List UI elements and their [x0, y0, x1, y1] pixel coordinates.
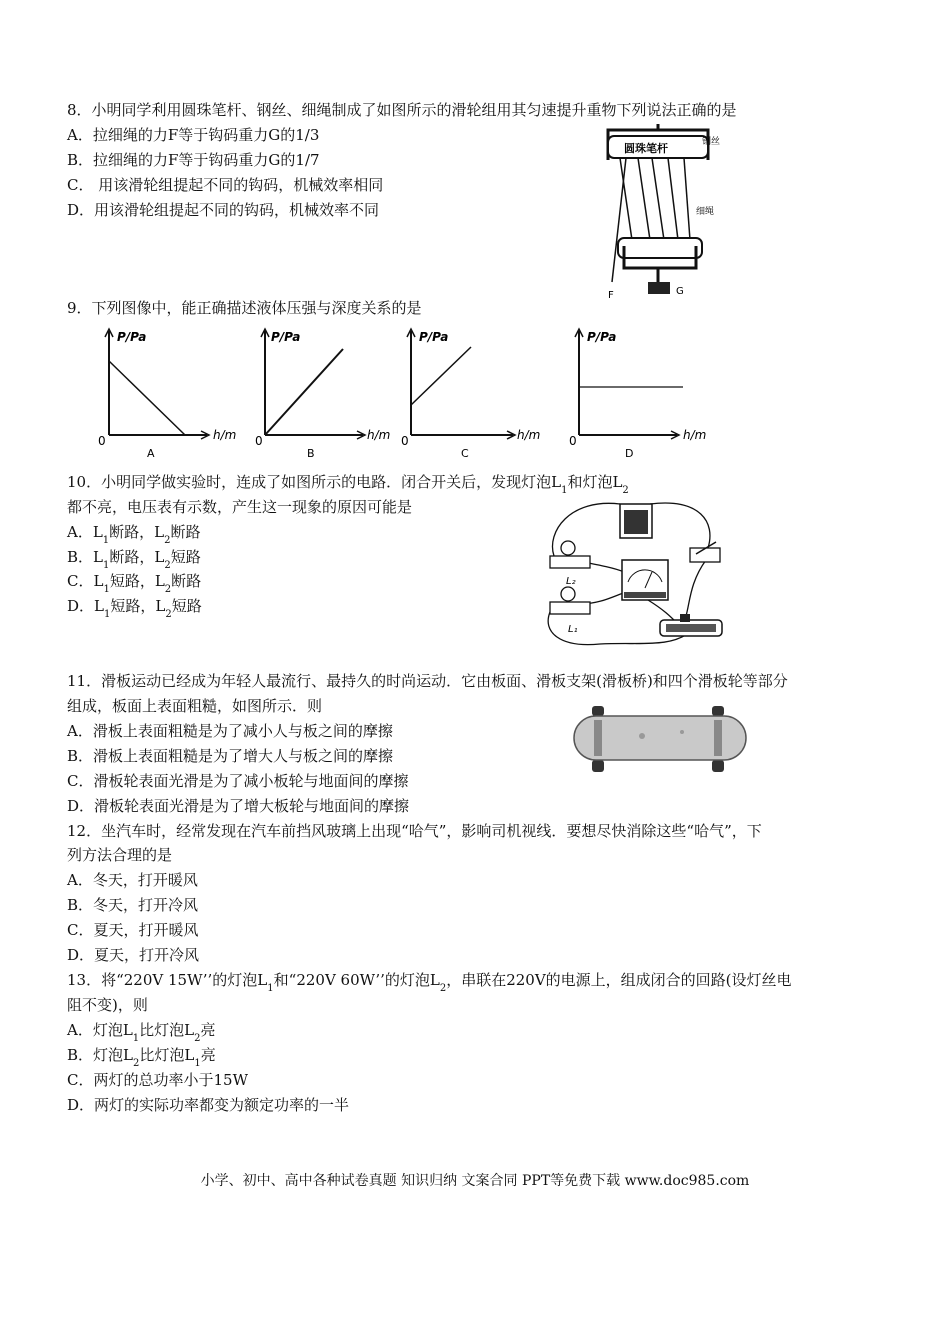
q12-option-b: B．冬天，打开冷风: [67, 896, 199, 914]
q12-option-c: C．夏天，打开暖风: [67, 921, 199, 939]
q13-option-d: D．两灯的实际功率都变为额定功率的一半: [67, 1096, 350, 1114]
pulley-figure: [590, 122, 730, 302]
q13-option-c: C．两灯的总功率小于15W: [67, 1071, 248, 1089]
q10-option-a: A．$L_1$断路，$L_2$断路: [67, 523, 201, 546]
graph-b-origin: 0: [255, 434, 263, 448]
graph-c-xlabel: h/m: [517, 428, 541, 442]
q11-option-a: A．滑板上表面粗糙是为了减小人与板之间的摩擦: [67, 722, 393, 740]
q11-option-c: C．滑板轮表面光滑是为了减小板轮与地面间的摩擦: [67, 772, 409, 790]
q8-option-b: B．拉细绳的力F等于钩码重力G的1/7: [67, 151, 320, 169]
circuit-l2-label: L₂: [566, 576, 576, 587]
q10-option-c: C．$L_1$短路，$L_2$断路: [67, 572, 202, 595]
g-label: G: [676, 286, 684, 297]
q9-stem: 9．下列图像中，能正确描述液体压强与深度关系的是: [67, 299, 422, 317]
graph-c-origin: 0: [401, 434, 409, 448]
graph-a-xlabel: h/m: [213, 428, 237, 442]
q11-option-d: D．滑板轮表面光滑是为了增大板轮与地面间的摩擦: [67, 797, 410, 815]
q8-stem: 8．小明同学利用圆珠笔杆、钢丝、细绳制成了如图所示的滑轮组用其匀速提升重物下列说法正确的是: [67, 101, 737, 119]
graph-d-ylabel: P/Pa: [587, 330, 617, 344]
q12-stem-line1: 12．坐汽车时，经常发现在汽车前挡风玻璃上出现“哈气”，影响司机视线．要想尽快消除这些“哈气”，下: [67, 822, 762, 840]
graph-b-xlabel: h/m: [367, 428, 391, 442]
pressure-depth-graphs: [95, 325, 755, 465]
q10-option-b: B．$L_1$断路，$L_2$短路: [67, 548, 201, 571]
q10-option-d: D．$L_1$短路，$L_2$短路: [67, 597, 202, 620]
q10-stem-line2: 都不亮，电压表有示数，产生这一现象的原因可能是: [67, 498, 413, 516]
graph-d-origin: 0: [569, 434, 577, 448]
q11-stem-line1: 11．滑板运动已经成为年轻人最流行、最持久的时尚运动．它由板面、滑板支架(滑板桥)和四个滑板轮等部分: [67, 672, 788, 690]
q8-option-a: A．拉细绳的力F等于钩码重力G的1/3: [67, 126, 320, 144]
skateboard-figure: [572, 706, 752, 772]
graph-c: [401, 329, 540, 460]
graph-d-xlabel: h/m: [683, 428, 707, 442]
circuit-figure: [540, 492, 730, 652]
q12-option-d: D．夏天，打开冷风: [67, 946, 200, 964]
wire-label: 钢丝: [702, 137, 721, 147]
q10-stem-line1: 10．小明同学做实验时，连成了如图所示的电路．闭合开关后，发现灯泡$L_1$和灯泡$L_2$: [67, 473, 629, 496]
graph-b-caption: B: [307, 447, 315, 460]
graph-c-caption: C: [461, 447, 469, 460]
graph-c-ylabel: P/Pa: [419, 330, 449, 344]
q12-stem-line2: 列方法合理的是: [67, 846, 173, 864]
graph-a-ylabel: P/Pa: [117, 330, 147, 344]
q8-option-d: D．用该滑轮组提起不同的钩码，机械效率不同: [67, 201, 380, 219]
q13-stem-line1: 13．将“220V 15W’’的灯泡$L_1$和“220V 60W’’的灯泡$L_2$，串联在220V的电源上，组成闭合的回路(设灯丝电: [67, 971, 792, 994]
q12-option-a: A．冬天，打开暖风: [67, 871, 198, 889]
page-footer: 小学、初中、高中各种试卷真题 知识归纳 文案合同 PPT等免费下载 www.doc985.com: [200, 1173, 750, 1189]
graph-d: [569, 329, 706, 460]
q13-stem-line2: 阻不变)，则: [67, 996, 148, 1014]
graph-b: [255, 329, 390, 460]
q13-option-a: A．灯泡$L_1$比灯泡$L_2$亮: [67, 1021, 216, 1044]
circuit-l1-label: L₁: [568, 624, 578, 635]
graph-b-ylabel: P/Pa: [271, 330, 301, 344]
q8-option-c: C． 用该滑轮组提起不同的钩码，机械效率相同: [67, 176, 384, 194]
rope-label: 细绳: [696, 207, 715, 217]
graph-a-origin: 0: [98, 434, 106, 448]
q13-option-b: B．灯泡$L_2$比灯泡$L_1$亮: [67, 1046, 216, 1069]
f-label: F: [608, 290, 614, 301]
q11-stem-line2: 组成，板面上表面粗糙，如图所示．则: [67, 697, 323, 715]
q11-option-b: B．滑板上表面粗糙是为了增大人与板之间的摩擦: [67, 747, 394, 765]
pen-label: 圆珠笔杆: [624, 142, 668, 155]
graph-d-caption: D: [625, 447, 634, 460]
graph-a-caption: A: [147, 447, 155, 460]
graph-a: [98, 329, 236, 460]
